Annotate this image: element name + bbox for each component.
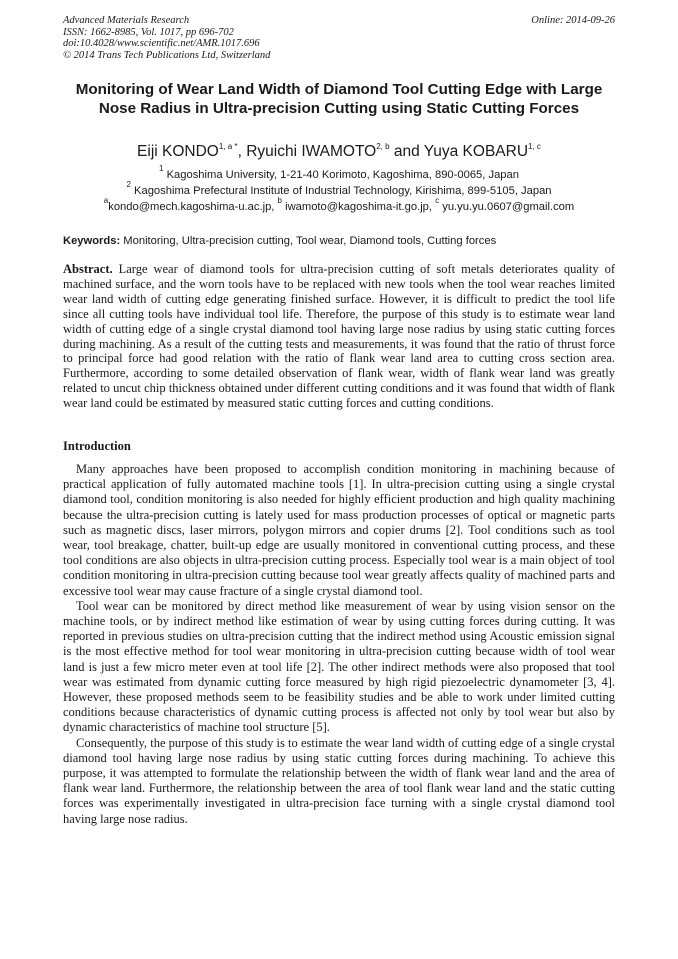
abstract-text: Large wear of diamond tools for ultra-precision cutting of soft metals deteriorates quality of machined surface, and the worn tools have to be replaced with new tools when the tool wear reaches limited wear land width of cutting edge generating finished surface. However, it is difficult to predict the tool life since all cutting tools have individual tool life. Therefore, the purpose of this study is to estimate wear land width of cutting edge of a single crystal diamond tool having large nose radius by using static cutting forces during machining. As a result of the cutting tests and measurements, it was found that the ratio of thrust force to principal force had good relation with the ratio of flank wear land area to cutting cross section area. Furthermore, according to some detailed observation of flank wear, width of flank wear land was greatly related to uncut chip thickness obtained under different cutting conditions and it was found that width of flank wear land could be estimated by measured static cutting forces and cutting conditions.	[63, 262, 615, 411]
email-b: iwamoto@kagoshima-it.go.jp,	[281, 201, 436, 213]
introduction-body	[63, 462, 615, 827]
author-2-affil: 2, b	[376, 142, 390, 151]
doi-line: doi:10.4028/www.scientific.net/AMR.1017.696	[63, 38, 260, 49]
affiliation-1	[30, 164, 648, 183]
email-a-mark: a	[103, 196, 109, 205]
copyright-line: © 2014 Trans Tech Publications Ltd, Switzerland	[63, 49, 271, 61]
paragraph: Tool wear can be monitored by direct method like measurement of wear by using vision sensor on the machine tools, or by indirect method like estimation of wear by using cutting forces during cutting. It was reported in previous studies on ultra-precision cutting that the indirect method using Acoustic emission signal is the most effective method for tool wear monitoring in ultra-precision cutting because width of tool wear land is just a few micro meter even at tool life [2]. The other indirect methods were also proposed that tool wear was estimated from dynamic cutting force measured by high rigid piezoelectric dynamometer [3, 4]. However, these proposed methods seem to be feasibility studies and be able to work under limited cutting conditions because characteristics of dynamic cutting process is affected not only by tool wear but also by dynamic characteristics of machine tool structure [5].	[63, 598, 615, 735]
email-c-mark: c	[435, 196, 440, 205]
author-separator: ,	[237, 143, 247, 160]
abstract-label: Abstract.	[63, 262, 113, 276]
online-date: Online: 2014-09-26	[531, 15, 615, 26]
email-a: kondo@mech.kagoshima-u.ac.jp,	[108, 201, 278, 213]
paragraph: Many approaches have been proposed to accomplish condition monitoring in machining because of practical application of fully automated machine tools [1]. In ultra-precision cutting using a single crystal diamond tool, condition monitoring is also needed for highly efficient production and high quality machining because the ultra-precision cutting is lately used for mass production processes of optical or magnetic parts such as magnetic discs, laser mirrors, polygon mirrors and copier drums [2]. Tool conditions such as tool wear, tool breakage, chatter, built-up edge are usually monitored in conventional cutting process, and these tool conditions are also objects in ultra-precision cutting process. Especially tool wear is a main object of tool condition monitoring in ultra-precision cutting because tool wear greatly affects quality of machined parts and excessive tool wear may cause fracture of a single crystal diamond tool.	[63, 462, 615, 598]
affiliation-2-text: Kagoshima Prefectural Institute of Industrial Technology, Kirishima, 899-5105, Japan	[130, 185, 552, 197]
abstract	[63, 262, 615, 411]
affiliation-1-text: Kagoshima University, 1-21-40 Korimoto, Kagoshima, 890-0065, Japan	[163, 169, 519, 181]
author-3: Yuya KOBARU	[423, 143, 529, 160]
affiliation-2	[30, 180, 648, 199]
keywords-text: Monitoring, Ultra-precision cutting, Tool wear, Diamond tools, Cutting forces	[120, 235, 497, 247]
keywords-label: Keywords:	[63, 235, 121, 247]
author-1: Eiji KONDO	[137, 143, 219, 160]
keywords	[63, 234, 615, 248]
email-line	[30, 196, 648, 215]
journal-header	[63, 15, 270, 61]
author-1-affil: 1, a *	[218, 142, 238, 151]
email-c: yu.yu.yu.0607@gmail.com	[439, 201, 575, 213]
section-heading-introduction: Introduction	[63, 439, 131, 453]
author-2: Ryuichi IWAMOTO	[246, 143, 377, 160]
journal-name: Advanced Materials Research	[63, 15, 190, 26]
affiliation-2-mark: 2	[126, 180, 131, 189]
paragraph: Consequently, the purpose of this study is to estimate the wear land width of cutting edge of a single crystal diamond tool having large nose radius by using static cutting forces during machining. To achieve this purpose, it was attempted to formulate the relationship between the width of flank wear land and the area of flank wear land. Furthermore, the relationship between the area of tool flank wear land and the static cutting forces was experimentally investigated in ultra-precision face turning with a single crystal diamond tool having large nose radius.	[63, 735, 615, 826]
affiliation-1-mark: 1	[159, 164, 164, 173]
issn-line: ISSN: 1662-8985, Vol. 1017, pp 696-702	[63, 26, 234, 38]
author-list	[63, 142, 615, 162]
author-3-affil: 1, c	[528, 142, 541, 151]
email-b-mark: b	[277, 196, 282, 205]
author-separator: and	[389, 143, 424, 160]
paper-title: Monitoring of Wear Land Width of Diamond Tool Cutting Edge with Large Nose Radius in Ultra-precision Cutting using Static Cutting Forces	[75, 81, 603, 117]
